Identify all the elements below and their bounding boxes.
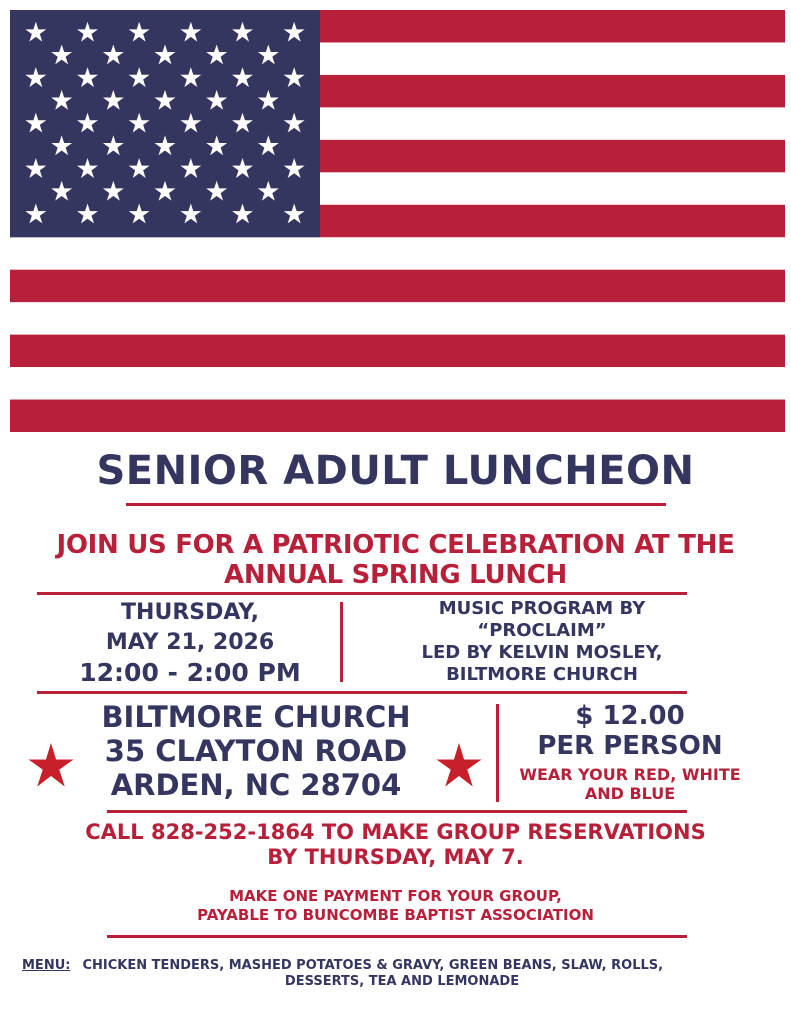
event-day: THURSDAY,	[121, 600, 259, 625]
divider	[37, 592, 687, 595]
flag-stripe	[10, 335, 785, 368]
flag-stripe	[10, 367, 785, 400]
vertical-divider	[340, 602, 343, 682]
venue-street: 35 CLAYTON ROAD	[104, 734, 408, 768]
dress-code-line-2: AND BLUE	[584, 784, 676, 803]
flag-stripe	[10, 270, 785, 303]
menu-info	[22, 958, 782, 990]
divider	[107, 935, 687, 938]
music-program	[352, 598, 732, 686]
vertical-divider	[496, 704, 499, 802]
event-time: 12:00 - 2:00 PM	[79, 658, 301, 687]
venue-name: BILTMORE CHURCH	[101, 700, 411, 734]
price-info	[500, 701, 760, 803]
payment-line-2: PAYABLE TO BUNCOMBE BAPTIST ASSOCIATION	[197, 906, 594, 924]
american-flag-icon	[10, 10, 785, 432]
music-line-4: BILTMORE CHURCH	[446, 664, 638, 685]
payment-info	[0, 887, 791, 925]
divider	[126, 503, 666, 506]
venue-address	[62, 700, 450, 802]
flag-stripe	[10, 237, 785, 270]
subtitle-line-1: JOIN US FOR A PATRIOTIC CELEBRATION AT THE	[56, 530, 735, 560]
event-date: MAY 21, 2026	[105, 630, 275, 655]
page-title: SENIOR ADULT LUNCHEON	[96, 448, 695, 494]
menu-line-2: DESSERTS, TEA AND LEMONADE	[284, 974, 520, 989]
event-date-time	[40, 600, 340, 690]
music-line-3: LED BY KELVIN MOSLEY,	[421, 642, 663, 663]
star-icon	[436, 742, 482, 788]
music-line-1: MUSIC PROGRAM BY	[438, 598, 646, 619]
subtitle	[0, 530, 791, 590]
subtitle-line-2: ANNUAL SPRING LUNCH	[224, 560, 567, 590]
divider	[37, 691, 687, 694]
payment-line-1: MAKE ONE PAYMENT FOR YOUR GROUP,	[229, 887, 562, 905]
dress-code-line-1: WEAR YOUR RED, WHITE	[519, 765, 741, 784]
price-per-person: PER PERSON	[537, 731, 723, 761]
venue-city: ARDEN, NC 28704	[110, 768, 402, 802]
menu-label: MENU:	[22, 958, 71, 973]
divider	[107, 810, 687, 813]
price-amount: $ 12.00	[575, 701, 685, 731]
reservation-info	[0, 820, 791, 870]
flag-stripe	[10, 400, 785, 432]
reservation-line-1: CALL 828-252-1864 TO MAKE GROUP RESERVATIONS	[85, 820, 706, 844]
reservation-line-2: BY THURSDAY, MAY 7.	[267, 845, 524, 869]
music-line-2: “PROCLAIM”	[477, 620, 607, 641]
flag-canton	[10, 10, 320, 237]
menu-line-1: CHICKEN TENDERS, MASHED POTATOES & GRAVY, GREEN BEANS, SLAW, ROLLS,	[82, 958, 664, 973]
flag-stripe	[10, 302, 785, 335]
